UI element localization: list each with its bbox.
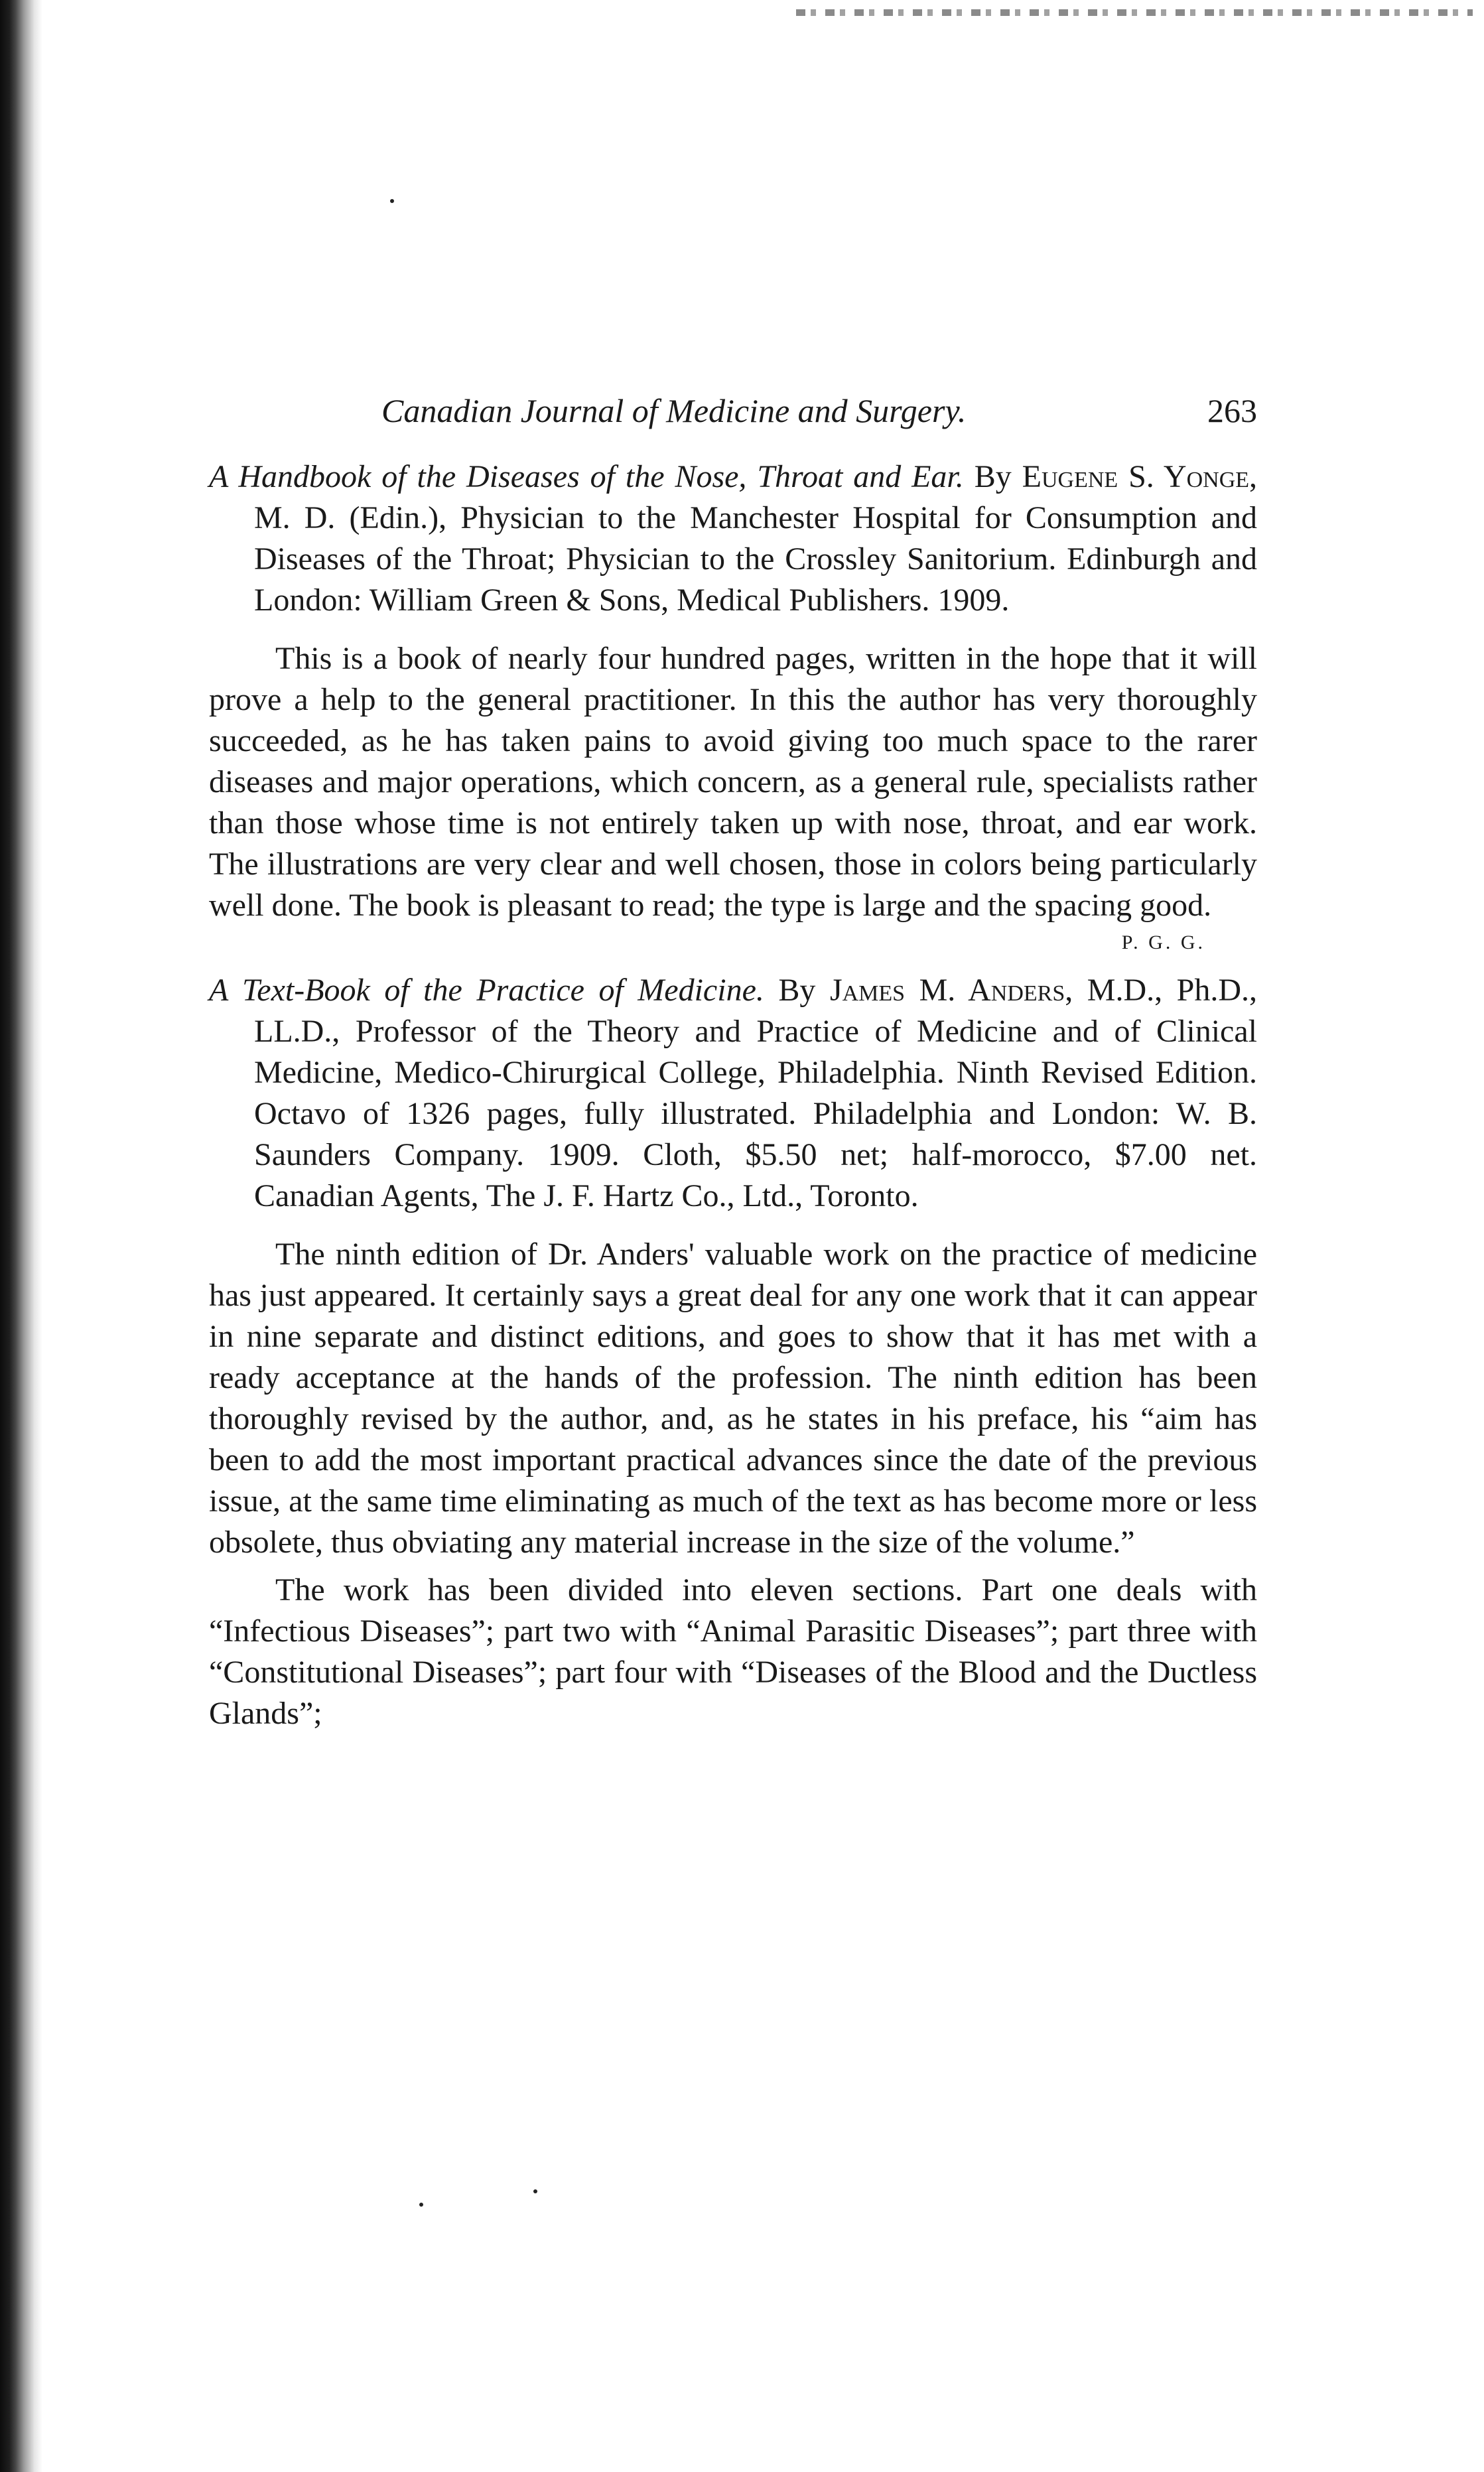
book-author: Eugene S. Yonge bbox=[1022, 459, 1250, 494]
review-paragraph: The work has been divided into eleven sections. Part one deals with “Infectious Diseases”; part two with “Animal Parasitic Diseases”; part three with “Constitutional Diseases”; part four with “Diseases of the Blood and the Ductless Glands”; bbox=[209, 1572, 1257, 1731]
book-title: A Text-Book of the Practice of Medicine. bbox=[209, 973, 764, 1008]
book-review-2 bbox=[209, 970, 1257, 1734]
page-number: 263 bbox=[1207, 392, 1257, 429]
review-paragraph: The ninth edition of Dr. Anders' valuable work on the practice of medicine has just appeared. It certainly says a great deal for any one work that it can appear in nine separate and distinct editions, and goes to show that it has met with a ready acceptance at the hands of the profession. The ninth edition has been thoroughly revised by the author, and, as he states in his preface, his “aim has been to add the most important practical advances since the date of the previous issue, at the same time eliminating as much of the text as has become more or less obsolete, thus obviating any material increase in the size of the volume.” bbox=[209, 1237, 1257, 1560]
journal-title: Canadian Journal of Medicine and Surgery. bbox=[381, 392, 967, 429]
citation-details: , M. D. (Edin.), Physician to the Manchester Hospital for Consumption and Diseases of the Throat; Physician to the Crossley Sanitorium. Edinburgh and London: William Green & Sons, Medical Publishers. 1909. bbox=[254, 459, 1258, 618]
scan-speck bbox=[390, 199, 394, 203]
running-head bbox=[209, 391, 1257, 445]
book-review-1 bbox=[209, 456, 1257, 958]
review-paragraph: This is a book of nearly four hundred pages, written in the hope that it will prove a help to the general practitioner. In this the author has very thoroughly succeeded, as he has taken pains to avoid giving too much space to the rarer diseases and major operations, which concern, as a general rule, specialists rather than those whose time is not entirely taken up with nose, throat, and ear work. The illustrations are very clear and well chosen, those in colors being particularly well done. The book is pleasant to read; the type is large and the spacing good. bbox=[209, 641, 1257, 923]
journal-page bbox=[209, 391, 1257, 1734]
scan-top-streak bbox=[796, 9, 1473, 16]
citation-details: , M.D., Ph.D., LL.D., Professor of the Theory and Practice of Medicine and of Clinical Medicine, Medico-Chirurgical College, Philadelphia. Ninth Revised Edition. Octavo of 1326 pages, fully illustrated. Philadelphia and London: W. B. Saunders Company. 1909. Cloth, $5.50 net; half-morocco, $7.00 net. Canadian Agents, The J. F. Hartz Co., Ltd., Toronto. bbox=[254, 973, 1258, 1213]
book-citation bbox=[209, 456, 1257, 621]
book-title: A Handbook of the Diseases of the Nose, Throat and Ear. bbox=[209, 459, 964, 494]
citation-by: By bbox=[764, 973, 830, 1008]
scan-speck bbox=[419, 2203, 423, 2207]
book-author: James M. Anders bbox=[829, 973, 1065, 1008]
book-citation bbox=[209, 970, 1257, 1217]
citation-by: By bbox=[963, 459, 1022, 494]
scan-speck bbox=[533, 2189, 537, 2193]
scan-binding-edge bbox=[0, 0, 42, 2472]
reviewer-initials: P. G. G. bbox=[1121, 931, 1205, 953]
